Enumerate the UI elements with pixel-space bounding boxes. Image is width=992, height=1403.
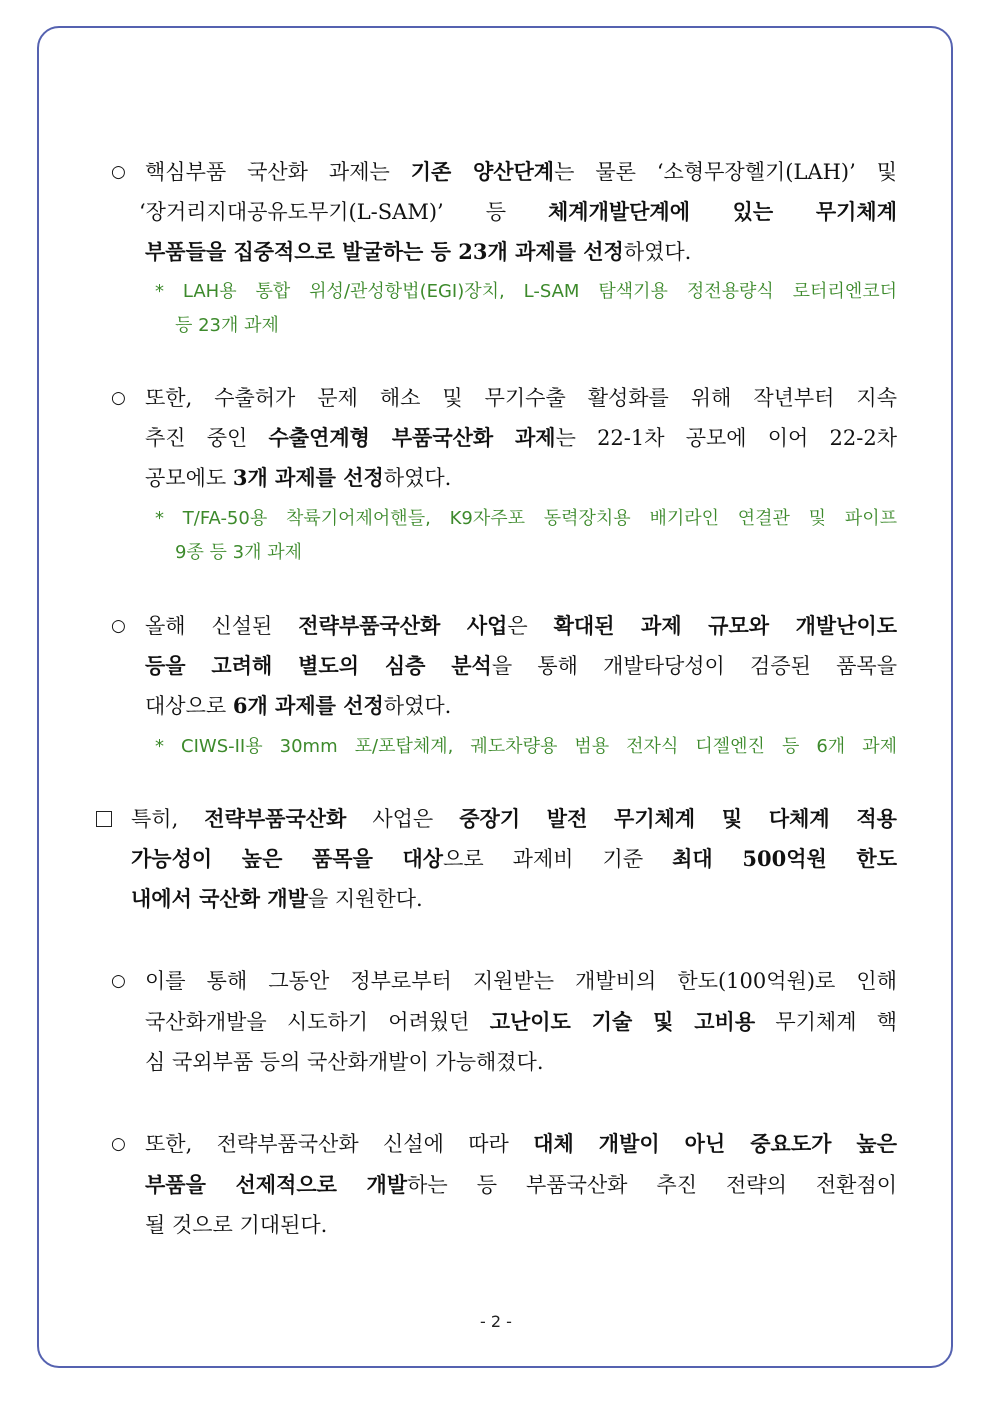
text-line: ‘장거리지대공유도무기(L-SAM)’ 등 체계개발단계에 있는 무기체계 xyxy=(139,199,898,224)
text-line: 또한, 전략부품국산화 신설에 따라 대체 개발이 아닌 중요도가 높은 xyxy=(145,1131,897,1156)
text-line: 이를 통해 그동안 정부로부터 지원받는 개발비의 한도(100억원)로 인해 xyxy=(145,969,897,993)
text-line: 심 국외부품 등의 국산화개발이 가능해졌다. xyxy=(145,1050,544,1074)
bullet-circle: ○ xyxy=(111,162,126,182)
text-line: 가능성이 높은 품목을 대상으로 과제비 기준 최대 500억원 한도 xyxy=(131,846,897,871)
text-line: 될 것으로 기대된다. xyxy=(145,1213,328,1237)
text-line: 대상으로 6개 과제를 선정하였다. xyxy=(145,693,452,718)
footnote: * LAH용 통합 위성/관성항법(EGI)장치, L-SAM 탐색기용 정전용량식 로터리엔코더 xyxy=(155,281,897,302)
text-line: 또한, 수출허가 문제 해소 및 무기수출 활성화를 위해 작년부터 지속 xyxy=(145,386,897,410)
bullet-circle: ○ xyxy=(111,971,126,991)
page-number: - 2 - xyxy=(480,1312,512,1331)
text-line: 내에서 국산화 개발을 지원한다. xyxy=(131,886,423,911)
text-line: 국산화개발을 시도하기 어려웠던 고난이도 기술 및 고비용 무기체계 핵 xyxy=(145,1009,898,1034)
footnote: 등 23개 과제 xyxy=(175,315,279,336)
footnote: * T/FA-50용 착륙기어제어핸들, K9자주포 동력장치용 배기라인 연결관 및 파이프 xyxy=(155,508,897,529)
text-line: 올해 신설된 전략부품국산화 사업은 확대된 과제 규모와 개발난이도 xyxy=(145,613,898,638)
text-line: 부품들을 집중적으로 발굴하는 등 23개 과제를 선정하였다. xyxy=(145,239,692,264)
text-line: 추진 중인 수출연계형 부품국산화 과제는 22-1차 공모에 이어 22-2차 xyxy=(145,425,897,450)
text-line: 등을 고려해 별도의 심층 분석을 통해 개발타당성이 검증된 품목을 xyxy=(145,653,897,678)
text-line: 핵심부품 국산화 과제는 기존 양산단계는 물론 ‘소형무장헬기(LAH)’ 및 xyxy=(145,159,898,184)
bullet-circle: ○ xyxy=(111,388,126,408)
square-bullet-icon xyxy=(96,811,112,827)
bullet-circle: ○ xyxy=(111,616,126,636)
footnote: * CIWS-II용 30mm 포/포탑체계, 궤도차량용 범용 전자식 디젤엔진 등 6개 과제 xyxy=(155,736,897,757)
text-line: 특히, 전략부품국산화 사업은 중장기 발전 무기체계 및 다체계 적용 xyxy=(131,806,897,831)
footnote: 9종 등 3개 과제 xyxy=(175,542,303,563)
text-line: 공모에도 3개 과제를 선정하였다. xyxy=(145,465,452,490)
text-line: 부품을 선제적으로 개발하는 등 부품국산화 추진 전략의 전환점이 xyxy=(145,1172,897,1197)
bullet-circle: ○ xyxy=(111,1134,126,1154)
